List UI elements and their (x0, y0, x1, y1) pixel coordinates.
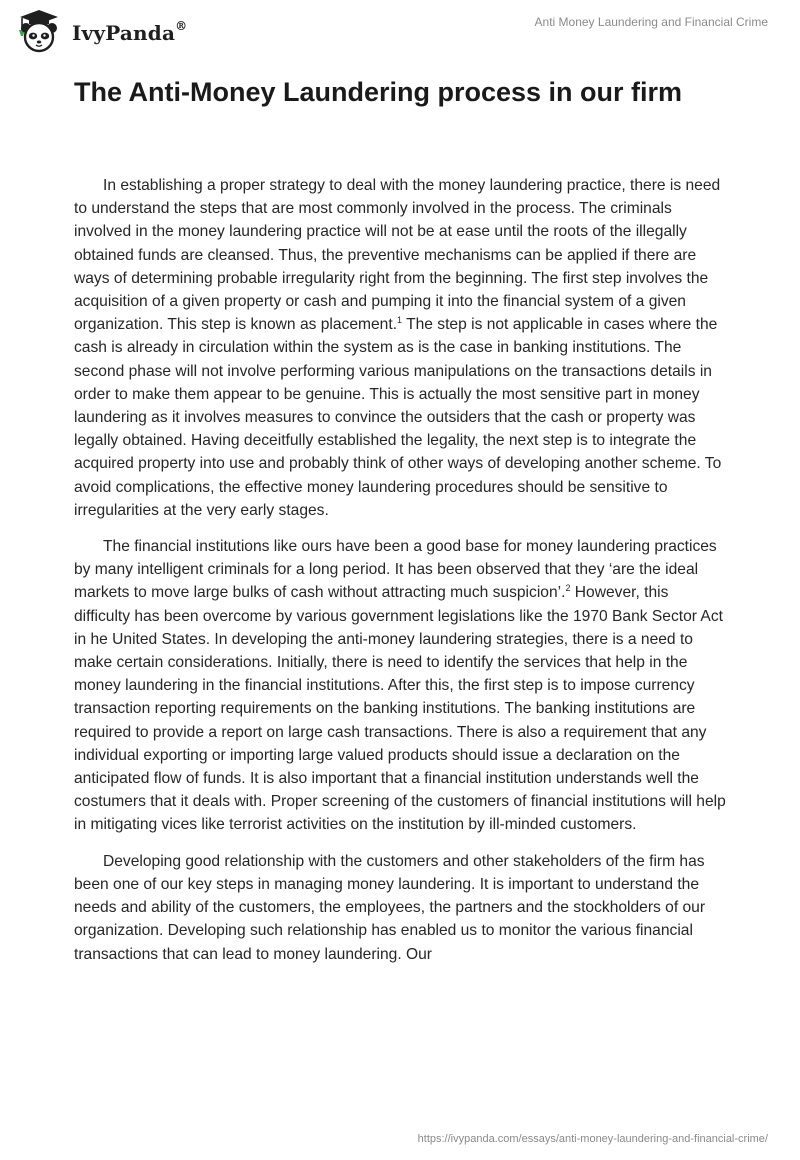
paragraph-2-text-a: The financial institutions like ours have been a good base for money laundering practices by many intelligent criminals for a long period. It has been observed that they ‘are the ideal markets to move large bulks of cash without attracting much suspicion’. (74, 538, 717, 602)
registered-mark: ® (175, 19, 188, 34)
footnote-ref-2[interactable]: 2 (565, 583, 571, 594)
panda-logo-icon[interactable] (14, 8, 64, 54)
brand-name[interactable] (72, 21, 187, 45)
paragraph-2-text-b: However, this difficulty has been overcome by various government legislations like the 1970 Bank Sector Act in he United States. In developing the anti-money laundering strategies, there is a need to make certain considerations. Initially, there is need to identify the services that help in the money laundering in the financial institutions. After this, the first step is to impose currency transaction reporting requirements on the banking institutions. The banking institutions are required to provide a report on large cash transactions. There is also a requirement that any individual exporting or importing large valued products should issue a declaration on the anticipated flow of funds. It is also important that a financial institution understands well the costumers that it deals with. Proper screening of the customers of financial institutions will help in mitigating vices like terrorist activities on the institution by ill-minded customers. (74, 584, 726, 834)
source-url[interactable]: https://ivypanda.com/essays/anti-money-laundering-and-financial-crime/ (417, 1133, 768, 1145)
page-title: The Anti-Money Laundering process in our firm (74, 77, 683, 107)
paragraph-1 (74, 174, 726, 522)
footnote-ref-1[interactable]: 1 (397, 315, 403, 326)
paragraph-1-text-b: The step is not applicable in cases where the cash is already in circulation within the system as is the case in banking institutions. The second phase will not involve performing various manipulations on the transactions details in order to make them appear to be genuine. This is actually the most sensitive part in money laundering as it involves measures to convince the outsiders that the cash or property was legally obtained. Having deceitfully established the legality, the next step is to integrate the acquired property into use and probably think of other ways of developing another scheme. To avoid complications, the effective money laundering procedures should be sensitive to irregularities at the very early stages. (74, 316, 722, 519)
paragraph-1-text-a: In establishing a proper strategy to deal with the money laundering practice, there is need to understand the steps that are most commonly involved in the process. The criminals involved in the money laundering practice will not be at ease until the roots of the illegally obtained funds are cleansed. Thus, the preventive mechanisms can be applied if there are ways of determining probable irregularity right from the beginning. The first step involves the acquisition of a given property or cash and pumping it into the financial system of a given organization. This step is known as placement. (74, 177, 721, 334)
page-header (0, 0, 800, 60)
article-body (74, 174, 726, 979)
paragraph-2 (74, 535, 726, 837)
brand-name-text: IvyPanda (72, 21, 176, 45)
document-title-header: Anti Money Laundering and Financial Crime (534, 15, 768, 29)
paragraph-3: Developing good relationship with the customers and other stakeholders of the firm has been one of our key steps in managing money laundering. It is important to understand the needs and ability of the customers, the employees, the partners and the stockholders of our organization. Developing such relationship has enabled us to monitor the various financial transactions that can lead to money laundering. Our (74, 852, 706, 963)
